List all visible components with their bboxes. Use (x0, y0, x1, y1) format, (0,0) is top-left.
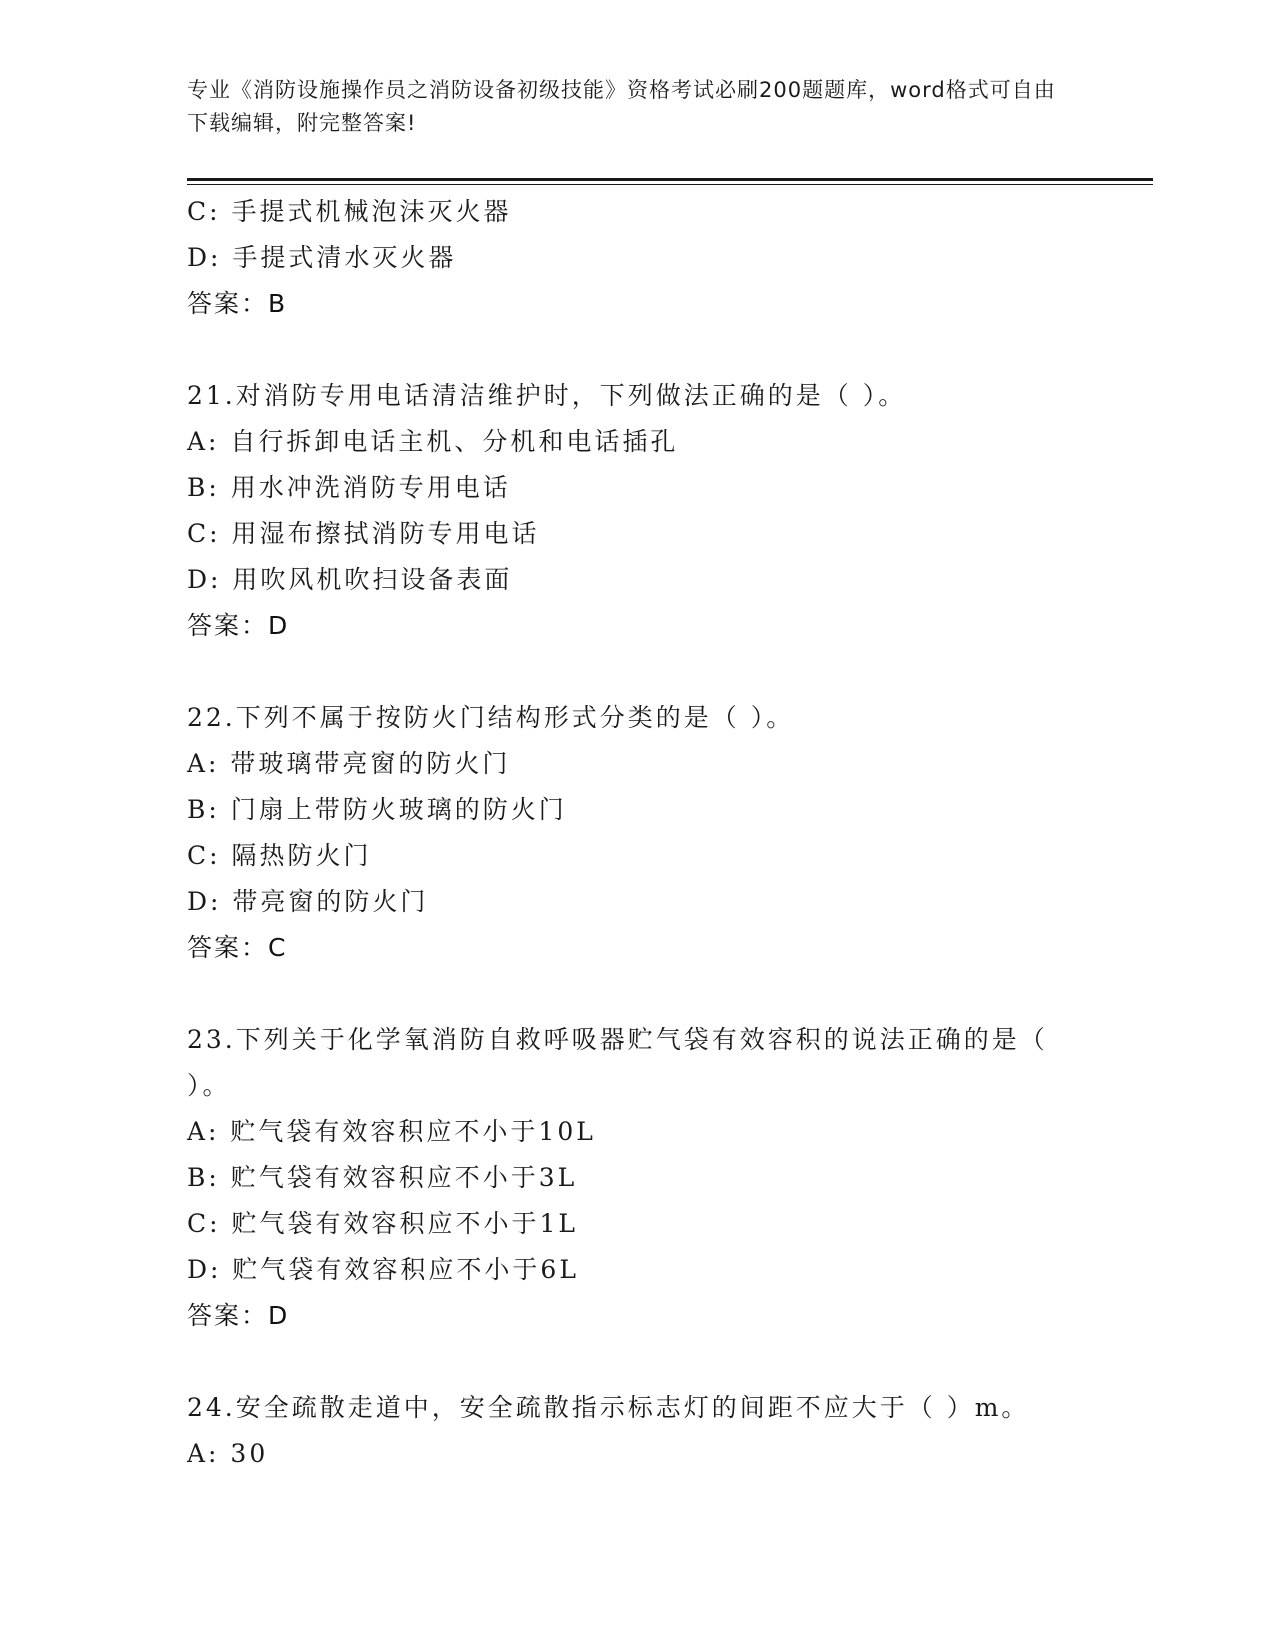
answer-line: 答案：B (187, 289, 288, 318)
question-stem-line-2: ）。 (187, 1071, 231, 1100)
question-22 (187, 695, 1087, 971)
spacer (187, 971, 1087, 1017)
header-divider-thick (187, 178, 1153, 181)
answer-line: 答案：C (187, 933, 288, 962)
option-b: B: 门扇上带防火玻璃的防火门 (187, 795, 567, 824)
spacer (187, 649, 1087, 695)
option-c: C: 用湿布擦拭消防专用电话 (187, 519, 540, 548)
option-c: C: 手提式机械泡沫灭火器 (187, 197, 512, 226)
option-d: D: 用吹风机吹扫设备表面 (187, 565, 513, 594)
option-b: B: 用水冲洗消防专用电话 (187, 473, 511, 502)
option-a: A: 自行拆卸电话主机、分机和电话插孔 (187, 427, 679, 456)
answer-line: 答案：D (187, 1301, 290, 1330)
question-list (187, 189, 1087, 1477)
option-d: D: 手提式清水灭火器 (187, 243, 457, 272)
option-a: A: 贮气袋有效容积应不小于10L (187, 1117, 596, 1146)
question-23 (187, 1017, 1087, 1339)
question-20-tail (187, 189, 1087, 327)
option-a: A: 带玻璃带亮窗的防火门 (187, 749, 511, 778)
question-21 (187, 373, 1087, 649)
option-d: D: 带亮窗的防火门 (187, 887, 429, 916)
question-stem: 21.对消防专用电话清洁维护时，下列做法正确的是（ ）。 (187, 381, 907, 410)
option-b: B: 贮气袋有效容积应不小于3L (187, 1163, 578, 1192)
answer-line: 答案：D (187, 611, 290, 640)
question-stem-line-1: 23.下列关于化学氧消防自救呼吸器贮气袋有效容积的说法正确的是（ (187, 1025, 1048, 1054)
question-stem: 24.安全疏散走道中，安全疏散指示标志灯的间距不应大于（ ）m。 (187, 1393, 1030, 1422)
document-header: 专业《消防设施操作员之消防设备初级技能》资格考试必刷200题题库，word格式可自由下载编辑，附完整答案! (187, 78, 1056, 135)
spacer (187, 327, 1087, 373)
option-d: D: 贮气袋有效容积应不小于6L (187, 1255, 579, 1284)
spacer (187, 1339, 1087, 1385)
question-stem: 22.下列不属于按防火门结构形式分类的是（ ）。 (187, 703, 795, 732)
question-24 (187, 1385, 1087, 1477)
option-c: C: 贮气袋有效容积应不小于1L (187, 1209, 579, 1238)
header-divider-thin (187, 184, 1153, 185)
option-c: C: 隔热防火门 (187, 841, 372, 870)
option-a: A: 30 (187, 1439, 269, 1468)
